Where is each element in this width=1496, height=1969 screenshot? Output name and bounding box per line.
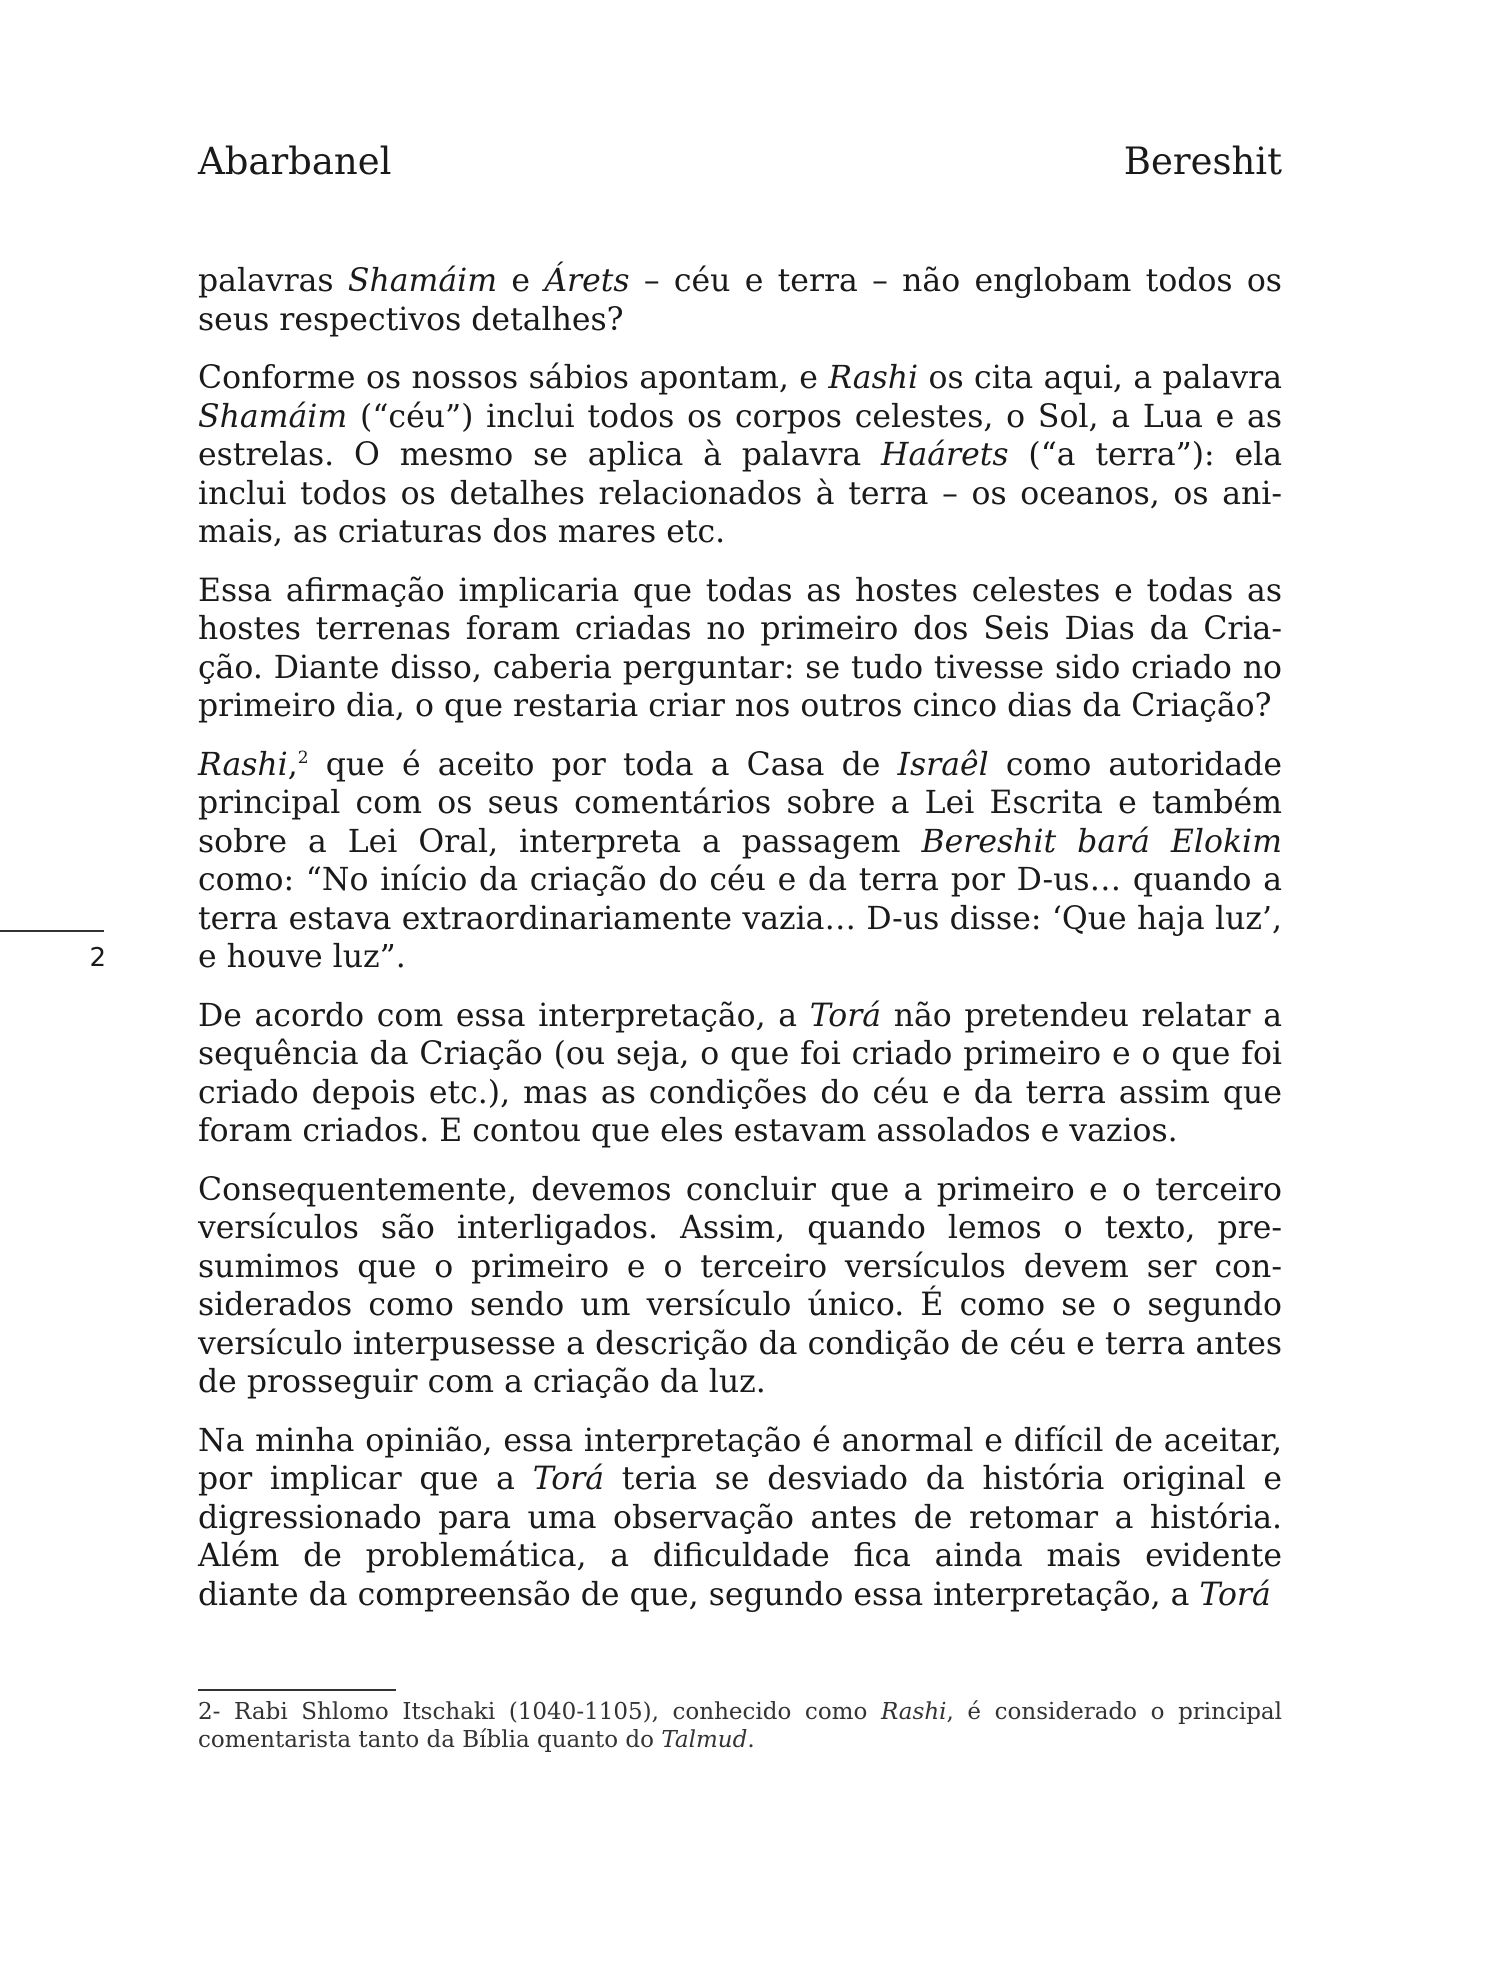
paragraph-2 [198,359,1282,552]
header-book-title: Bereshit [1123,140,1282,183]
text-run: e [497,263,545,299]
text-run: palavras [198,263,348,299]
text-run: , é considerado o principal comentarista tanto da Bíblia quanto do [198,1699,1282,1753]
italic-term: Rashi [198,746,288,783]
margin-rule [0,930,104,932]
page-number: 2 [89,943,106,973]
italic-term: Rashi [880,1699,947,1725]
text-run: os cita aqui, a palavra [918,360,1282,396]
text-run: Consequentemente, devemos concluir que a primeiro e o terceiro versículos são interligados. Assim, quando lemos o texto, presumimos que o primeiro e o terceiro versículos devem ser considerados como sendo um versículo único. É como se o segundo versículo interpusesse a descrição da condição de céu e terra antes de prosseguir com a criação da luz. [198,1171,1282,1400]
italic-term: Rashi [828,360,919,396]
paragraph-4 [198,746,1282,977]
running-header [198,140,1282,190]
paragraph-6 [198,1171,1282,1402]
header-author: Abarbanel [198,140,392,183]
text-run: que é aceito por toda a Casa de [308,746,898,783]
italic-term: Torá [1199,1576,1271,1613]
italic-term: Shamáim [198,398,348,435]
text-run: 2- Rabi Shlomo Itschaki (1040-1105), conhecido como [198,1699,881,1725]
text-run: Na minha opinião, essa interpretação é anormal e difícil de aceitar, por implicar que a [198,1422,1282,1497]
italic-term: Haárets [881,437,1009,473]
paragraph-7 [198,1422,1282,1615]
text-run: , [287,746,298,783]
footnote-reference[interactable]: 2 [297,747,309,768]
text-run: (“a terra”): ela inclui todos os detalhes relacionados à terra – os oceanos, os animais, as criaturas dos mares etc. [198,437,1282,550]
text-run: Essa afirmação implicaria que todas as hostes celestes e todas as hostes terrenas foram criadas no primeiro dos Seis Dias da Criação. Diante disso, caberia perguntar: se tudo tivesse sido criado no primeiro dia, o que restaria criar nos outros cinco dias da Criação? [198,572,1282,724]
paragraph-3 [198,572,1282,726]
text-run: como: “No início da criação do céu e da terra por D-us… quando a terra estava extraordinariamente vazia… D-us disse: ‘Que haja luz’, e houve luz”. [198,862,1282,975]
italic-term: Shamáim [347,263,498,299]
text-run: Conforme os nossos sábios apontam, e [198,360,829,396]
text-run: De acordo com essa interpretação, a [198,997,810,1034]
italic-term: Torá [809,997,882,1034]
paragraph-5 [198,997,1282,1151]
text-run: (“céu”) inclui todos os corpos celestes, o Sol, a Lua e as estrelas. O mesmo se aplica à palavra [198,398,1282,473]
main-text [198,262,1282,1634]
text-run: . [747,1727,755,1753]
italic-term: Talmud [661,1727,748,1753]
paragraph-1 [198,262,1282,339]
text-run: teria se desviado da história original e digressionado para uma observação antes de retomar a história. Além de problemática, a dificuldade fica ainda mais evidente diante da compreensão de que, segundo essa interpretação, a [198,1461,1282,1613]
italic-term: Árets [544,263,630,299]
footnote-2 [198,1698,1282,1754]
italic-term: Israêl [897,746,989,783]
italic-term: Bereshit bará Elokim [921,823,1282,860]
footnote-rule [198,1689,396,1691]
text-run: como autoridade principal com os seus comentários sobre a Lei Escrita e também sobre a Lei Oral, interpreta a passagem [198,746,1282,860]
text-run: não pretendeu relatar a sequência da Criação (ou seja, o que foi criado primeiro e o que foi criado depois etc.), mas as condições do céu e da terra assim que foram criados. E contou que eles estavam assolados e vazios. [198,997,1282,1149]
text-run: – céu e terra – não englobam todos os seus respectivos detalhes? [198,263,1282,338]
italic-term: Torá [532,1461,605,1497]
